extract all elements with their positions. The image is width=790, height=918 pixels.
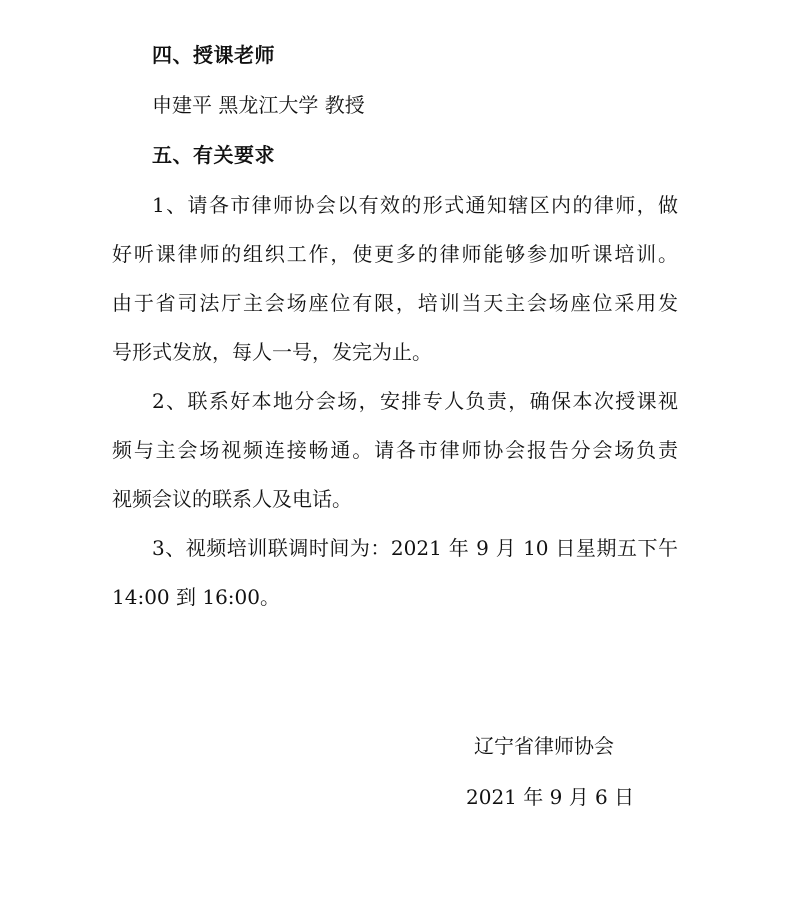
requirement-2-line-3: 视频会议的联系人及电话。 bbox=[112, 487, 352, 511]
requirement-1-line-4: 号形式发放，每人一号，发完为止。 bbox=[112, 340, 432, 364]
requirement-1-line-1: 1、请各市律师协会以有效的形式通知辖区内的律师，做 bbox=[152, 193, 678, 217]
requirement-1-line-3: 由于省司法厅主会场座位有限，培训当天主会场座位采用发 bbox=[112, 291, 678, 315]
section-5-heading: 五、有关要求 bbox=[152, 143, 275, 167]
teacher-line: 申建平 黑龙江大学 教授 bbox=[152, 93, 365, 117]
requirement-1-line-2: 好听课律师的组织工作，使更多的律师能够参加听课培训。 bbox=[112, 242, 678, 266]
requirement-2-line-2: 频与主会场视频连接畅通。请各市律师协会报告分会场负责 bbox=[112, 438, 678, 462]
signature-organization: 辽宁省律师协会 bbox=[474, 734, 614, 758]
requirement-2-line-1: 2、联系好本地分会场，安排专人负责，确保本次授课视 bbox=[152, 389, 678, 413]
signature-date: 2021 年 9 月 6 日 bbox=[466, 785, 635, 809]
requirement-3-line-2: 14:00 到 16:00。 bbox=[112, 585, 280, 609]
section-4-heading: 四、授课老师 bbox=[152, 43, 275, 67]
requirement-3-line-1: 3、视频培训联调时间为：2021 年 9 月 10 日星期五下午 bbox=[152, 536, 678, 560]
